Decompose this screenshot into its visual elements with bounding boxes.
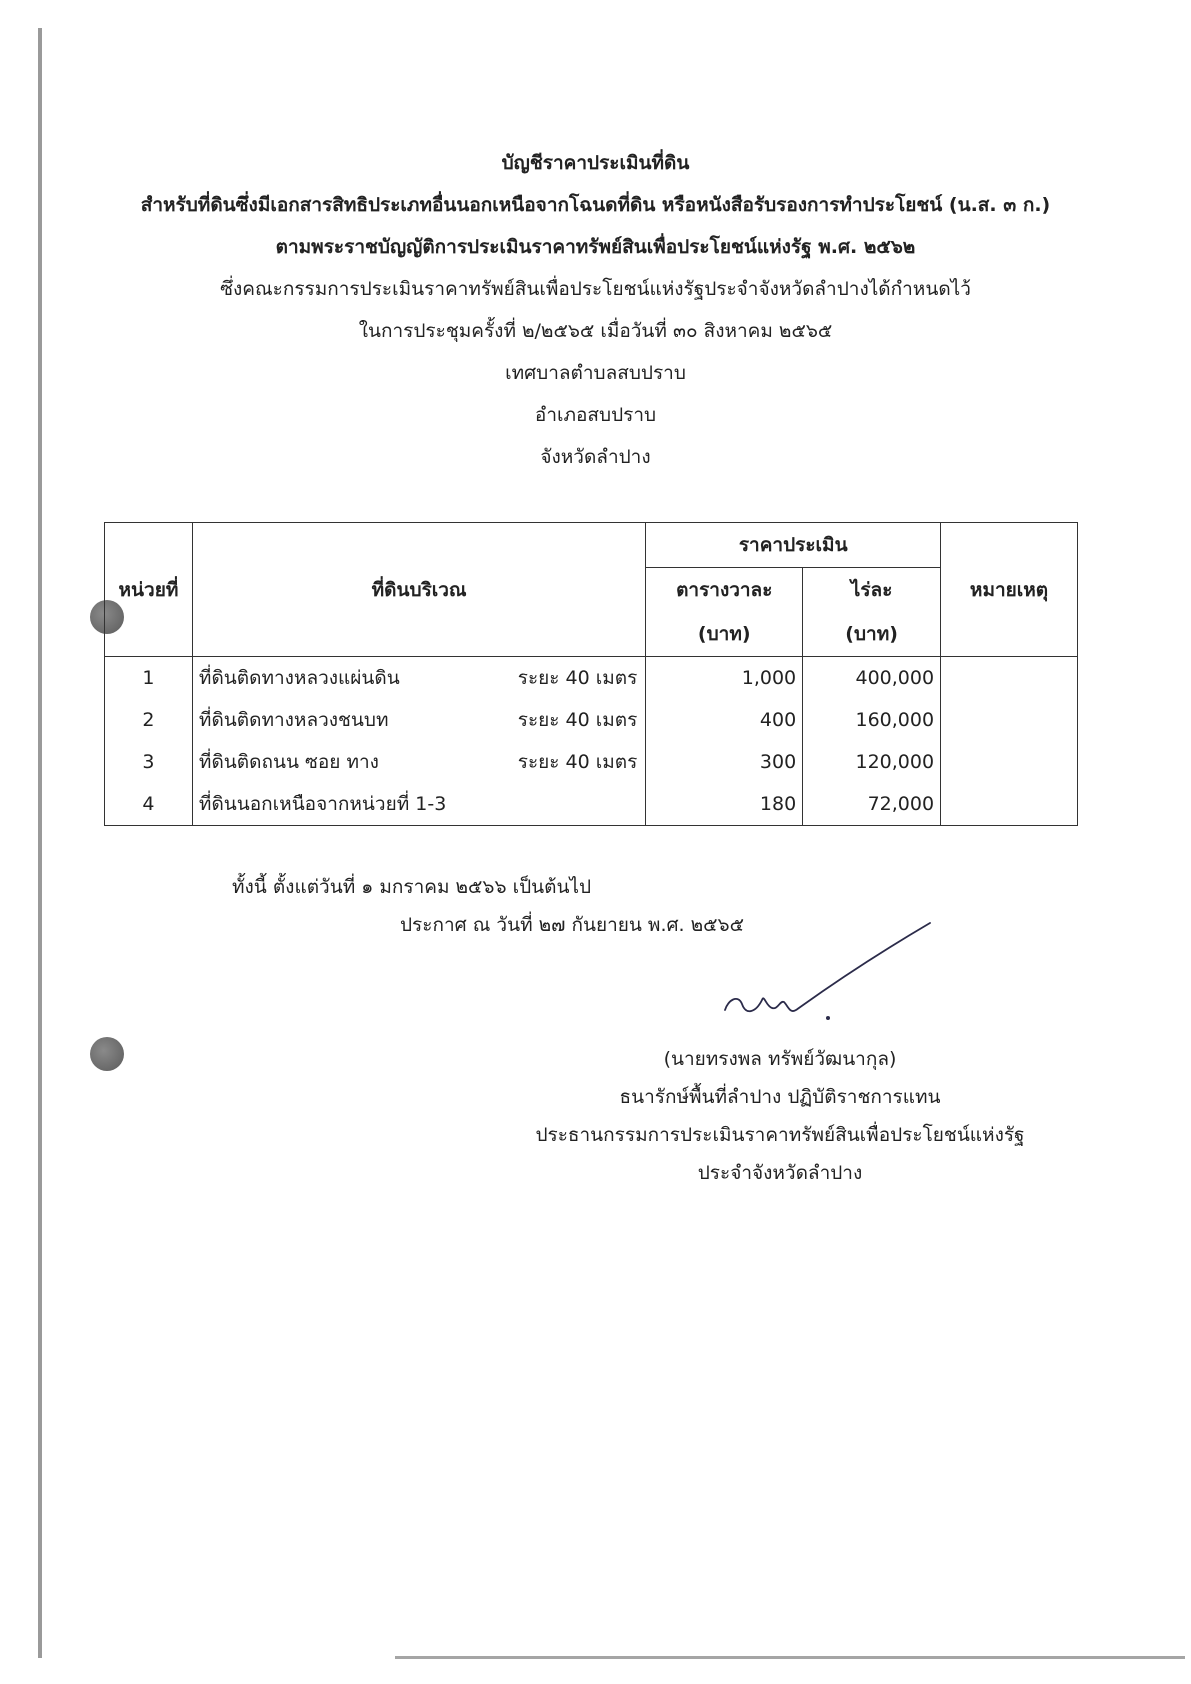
document-subtitle: สำหรับที่ดินซึ่งมีเอกสารสิทธิประเภทอื่นนอกเหนือจากโฉนดที่ดิน หรือหนังสือรับรองการทำประโยชน์ (น.ส. ๓ ก.) [140, 194, 1051, 216]
price-sq-wa-cell: 180 [646, 783, 803, 826]
header-remark: หมายเหตุ [941, 523, 1078, 657]
price-rai-cell: 120,000 [803, 741, 941, 783]
table-row [105, 699, 1078, 741]
price-rai-cell: 160,000 [803, 699, 941, 741]
remark-cell [941, 699, 1078, 741]
area-distance: ระยะ 40 เมตร [517, 667, 638, 689]
province: จังหวัดลำปาง [540, 446, 651, 468]
header-area: ที่ดินบริเวณ [192, 523, 645, 657]
area-name: ที่ดินนอกเหนือจากหน่วยที่ 1-3 [198, 793, 447, 815]
price-table [104, 522, 1078, 826]
signer-position-2: ประธานกรรมการประเมินราคาทรัพย์สินเพื่อประโยชน์แห่งรัฐ [535, 1124, 1025, 1146]
act-reference: ตามพระราชบัญญัติการประเมินราคาทรัพย์สินเพื่อประโยชน์แห่งรัฐ พ.ศ. ๒๕๖๒ [275, 236, 916, 258]
punch-hole-bottom [90, 1037, 124, 1071]
table-row [105, 741, 1078, 783]
document-title: บัญชีราคาประเมินที่ดิน [501, 152, 690, 174]
announcement-date: ประกาศ ณ วันที่ ๒๗ กันยายน พ.ศ. ๒๕๖๕ [400, 914, 744, 936]
area-cell [192, 741, 645, 783]
unit-cell: 2 [105, 699, 193, 741]
committee-line: ซึ่งคณะกรรมการประเมินราคาทรัพย์สินเพื่อประโยชน์แห่งรัฐประจำจังหวัดลำปางได้กำหนดไว้ [220, 278, 971, 300]
price-sq-wa-cell: 1,000 [646, 657, 803, 700]
header-baht-sq-wa: (บาท) [646, 612, 803, 657]
table-row [105, 657, 1078, 700]
signer-position-1: ธนารักษ์พื้นที่ลำปาง ปฏิบัติราชการแทน [619, 1086, 941, 1108]
signer-position-3: ประจำจังหวัดลำปาง [697, 1162, 863, 1184]
signer-name: (นายทรงพล ทรัพย์วัฒนากุล) [663, 1048, 897, 1070]
remark-cell [941, 657, 1078, 700]
header-per-sq-wa: ตารางวาละ [646, 568, 803, 613]
remark-cell [941, 783, 1078, 826]
price-rai-cell: 72,000 [803, 783, 941, 826]
area-cell [192, 699, 645, 741]
area-name: ที่ดินติดถนน ซอย ทาง [198, 751, 379, 773]
area-cell [192, 657, 645, 700]
unit-cell: 4 [105, 783, 193, 826]
area-name: ที่ดินติดทางหลวงชนบท [198, 709, 389, 731]
signer-block [520, 1040, 1040, 1192]
header-price: ราคาประเมิน [646, 523, 941, 568]
area-name: ที่ดินติดทางหลวงแผ่นดิน [198, 667, 400, 689]
effective-date: ทั้งนี้ ตั้งแต่วันที่ ๑ มกราคม ๒๕๖๖ เป็นต้นไป [232, 876, 592, 898]
price-rai-cell: 400,000 [803, 657, 941, 700]
document-header [0, 142, 1191, 478]
unit-cell: 1 [105, 657, 193, 700]
price-sq-wa-cell: 400 [646, 699, 803, 741]
signature-icon [720, 920, 940, 1030]
header-baht-rai: (บาท) [803, 612, 941, 657]
header-unit: หน่วยที่ [105, 523, 193, 657]
area-distance: ระยะ 40 เมตร [517, 751, 638, 773]
unit-cell: 3 [105, 741, 193, 783]
price-sq-wa-cell: 300 [646, 741, 803, 783]
header-per-rai: ไร่ละ [803, 568, 941, 613]
municipality: เทศบาลตำบลสบปราบ [505, 362, 686, 384]
meeting-line: ในการประชุมครั้งที่ ๒/๒๕๖๕ เมื่อวันที่ ๓๐ สิงหาคม ๒๕๖๕ [358, 320, 833, 342]
district: อำเภอสบปราบ [534, 404, 657, 426]
bottom-edge-line [395, 1656, 1185, 1659]
area-distance: ระยะ 40 เมตร [517, 709, 638, 731]
area-cell [192, 783, 645, 826]
remark-cell [941, 741, 1078, 783]
table-row [105, 783, 1078, 826]
